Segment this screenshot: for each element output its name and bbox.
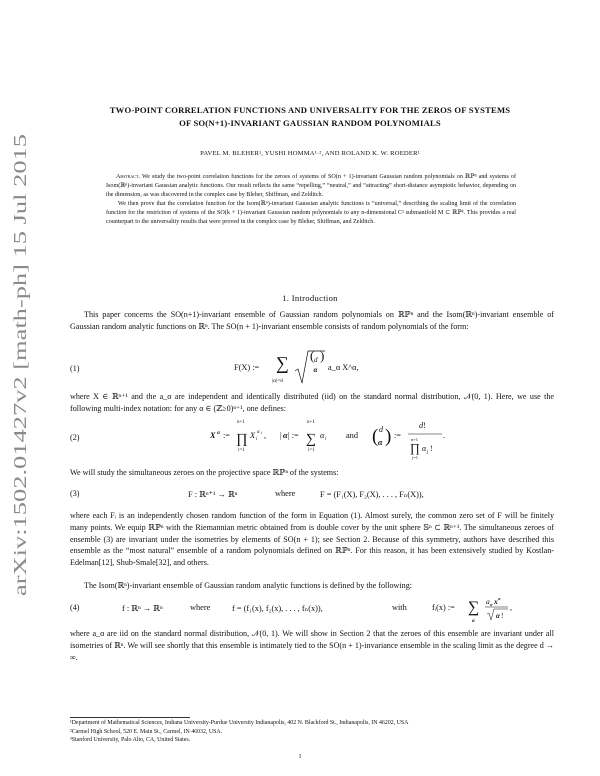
- svg-text:α: α: [257, 430, 260, 435]
- svg-text:d: d: [379, 425, 383, 434]
- eq4-lhs: f : ℝⁿ → ℝⁿ: [122, 604, 163, 613]
- svg-text:!: !: [423, 421, 426, 430]
- svg-text:n+1: n+1: [307, 420, 315, 425]
- svg-text:(: (: [372, 426, 379, 447]
- abstract-paragraph-2: We then prove that the correlation function for the Isom(ℝⁿ)-invariant Gaussian analytic functions is “universal,” describing the scaling limit of the correlation function for the restriction of systems of the SO(k + 1)-invariant Gaussian random polynomials to any n-dimensional C² submanifold M ⊂ ℝℙᵏ. This provides a real counterpart to the universality results that were proved in the complex case by Bleher, Shiffman, and Zelditch.: [106, 200, 516, 225]
- svg-text:α: α: [472, 619, 475, 624]
- intro-paragraph-6: where a_α are iid on the standard normal distribution, 𝒩(0, 1). We will show in Section 2 that the zeroes of this ensemble are invariant under all isometries of ℝⁿ. We will see shortly that this ensemble is intimately tied to the SO(n + 1)-invariance ensemble in the scaling limit as the degree d → ∞.: [70, 629, 554, 662]
- eq4-sum-fraction: [468, 590, 530, 626]
- svg-text:α: α: [498, 596, 501, 601]
- eq1-sqrt-binomial: [294, 349, 326, 385]
- paper-title: [70, 104, 550, 130]
- svg-text:,: ,: [264, 431, 267, 440]
- svg-text:i=1: i=1: [238, 448, 245, 453]
- eq4-with: with: [392, 603, 407, 612]
- arxiv-stamp: [2, 130, 36, 600]
- svg-text:x: x: [494, 597, 498, 606]
- svg-text:j: j: [427, 450, 429, 455]
- footnote-2: ²Carmel High School, 520 E. Main St., Carmel, IN 46032, USA.: [70, 728, 223, 735]
- svg-text:): ): [385, 426, 392, 447]
- authors: PAVEL M. BLEHER¹, YUSHI HOMMA¹·², AND ROLAND K. W. ROEDER¹: [200, 150, 420, 157]
- intro-paragraph-5: The Isom(ℝⁿ)-invariant ensemble of Gaussian random analytic functions is defined by the following:: [84, 581, 412, 590]
- svg-text:n+1: n+1: [237, 420, 245, 425]
- svg-text:∑: ∑: [306, 432, 316, 447]
- svg-text:α: α: [496, 612, 500, 620]
- svg-text:!: !: [501, 612, 504, 620]
- svg-text:a: a: [486, 597, 490, 606]
- section-heading: 1. Introduction: [282, 293, 338, 303]
- svg-text:i: i: [256, 437, 258, 442]
- svg-text::=: :=: [223, 431, 230, 440]
- equation-4-number: (4): [70, 603, 80, 612]
- svg-text:i: i: [325, 437, 327, 442]
- intro-paragraph-2: where X ∈ ℝⁿ⁺¹ and the a_α are independent and identically distributed (iid) on the standard normal distribution, 𝒩(0, 1). Here, we use the following multi-index notation: for any α ∈ (ℤ≥0)ⁿ⁺¹, one defines:: [70, 392, 554, 413]
- footnote-1: ¹Department of Mathematical Sciences, Indiana University-Purdue University Indianapolis, 402 N. Blackford St., Indianapolis, IN 46202, USA: [70, 720, 409, 726]
- eq1-sum-symbol: ∑: [276, 353, 289, 373]
- svg-text:α: α: [422, 444, 427, 453]
- svg-text:α: α: [313, 366, 318, 374]
- svg-text:∏: ∏: [236, 432, 248, 447]
- footnotes: [70, 719, 554, 745]
- svg-text:∏: ∏: [410, 441, 420, 455]
- svg-text:α: α: [320, 431, 325, 440]
- eq4-where: where: [190, 603, 211, 612]
- eq4-mid: f = (f₁(x), f₂(x), . . . , fₙ(x)),: [232, 604, 323, 613]
- equation-2: [210, 415, 470, 461]
- eq3-where: where: [275, 489, 296, 498]
- svg-text::=: :=: [394, 431, 401, 440]
- svg-text:∑: ∑: [468, 599, 480, 616]
- svg-text:j=1: j=1: [412, 455, 419, 460]
- svg-text:X: X: [210, 431, 216, 440]
- arxiv-stamp-svg: [2, 130, 36, 600]
- svg-text:α: α: [283, 431, 288, 440]
- svg-text:d: d: [314, 356, 318, 364]
- svg-text:i: i: [261, 430, 263, 435]
- eq2-and: and: [346, 431, 358, 440]
- svg-text:n+1: n+1: [411, 437, 419, 442]
- abstract: [106, 173, 516, 226]
- footnote-3: ³Stanford University, Palo Alto, CA, United States.: [70, 737, 191, 744]
- eq1-sum-index: |α|=d: [272, 378, 283, 384]
- eq3-rhs: F = (F₁(X), F₂(X), . . . , Fₙ(X)),: [320, 490, 424, 499]
- intro-paragraph-4: where each Fᵢ is an independently chosen random function of the form in Equation (1). Almost surely, the common zero set of F will be finitely many points. We equip ℝℙⁿ with the Riemannian metric obtained from is double cover by the unit sphere 𝕊ⁿ ⊂ ℝⁿ⁺¹. The simultaneous zeroes of ensemble (3) are invariant under the isometries by elements of SO(n + 1); see Section 2. Because of this symmetry, authors have described this ensemble as the “most natural” ensemble of a random polynomials defined on ℝℙⁿ. For this reason, it has been extensively studied by Kostlan-Edelman[12], Shub-Smale[32], and others.: [70, 511, 554, 568]
- eq1-lhs: F(X) :=: [234, 363, 260, 372]
- footnote-rule: [70, 717, 190, 718]
- svg-text:α: α: [490, 602, 493, 607]
- equation-3-number: (3): [70, 489, 80, 498]
- svg-text:!: !: [430, 444, 433, 453]
- abstract-paragraph-1: [106, 173, 516, 200]
- svg-text:i=1: i=1: [308, 448, 315, 453]
- equation-1-number: (1): [70, 364, 80, 373]
- eq1-tail: a_α X^α,: [328, 363, 359, 372]
- abstract-label: Abstract.: [116, 174, 140, 180]
- intro-paragraph-1: This paper concerns the SO(n+1)-invariant ensemble of Gaussian random polynomials on ℝℙⁿ and the Isom(ℝⁿ)-invariant ensemble of Gaussian random analytic functions on ℝⁿ. The SO(n + 1)-invariant ensemble consists of random polynomials of the form:: [70, 310, 554, 331]
- eq4-rhs: fᵢ(x) :=: [432, 603, 455, 612]
- equation-2-number: (2): [70, 433, 80, 442]
- svg-text:(: (: [310, 349, 315, 363]
- abstract-text-1: We study the two-point correlation functions for the zeroes of systems of SO(n + 1)-invariant Gaussian random polynomials on ℝℙⁿ and systems of Isom(ℝⁿ)-invariant Gaussian analytic functions. Our result reflects the same “repelling,” “neutral,” and “attracting” short-distance asymptotic behavior, depending on the dimension, as was discovered in the complex case by Bleher, Shiffman, and Zelditch.: [106, 174, 516, 198]
- title-line-2: OF SO(N+1)-INVARIANT GAUSSIAN RANDOM POLYNOMIALS: [179, 118, 441, 128]
- svg-text:α: α: [217, 430, 221, 436]
- svg-text:.: .: [443, 431, 446, 440]
- svg-text:|: |: [280, 431, 282, 440]
- svg-text:| :=: | :=: [288, 431, 299, 440]
- svg-text:d: d: [419, 421, 424, 430]
- intro-paragraph-3: We will study the simultaneous zeroes on the projective space ℝℙⁿ of the systems:: [70, 468, 339, 477]
- svg-text:,: ,: [510, 603, 512, 612]
- title-line-1: TWO-POINT CORRELATION FUNCTIONS AND UNIVERSALITY FOR THE ZEROS OF SYSTEMS: [109, 105, 511, 115]
- page-number: 1: [298, 753, 302, 760]
- svg-text:X: X: [250, 431, 256, 440]
- eq3-lhs: F : ℝⁿ⁺¹ → ℝⁿ: [188, 490, 238, 499]
- arxiv-stamp-text: arXiv:1502.01427v2 [math-ph] 15 Jul 2015: [10, 290, 30, 596]
- svg-text:α: α: [378, 438, 383, 447]
- svg-text:): ): [320, 349, 325, 363]
